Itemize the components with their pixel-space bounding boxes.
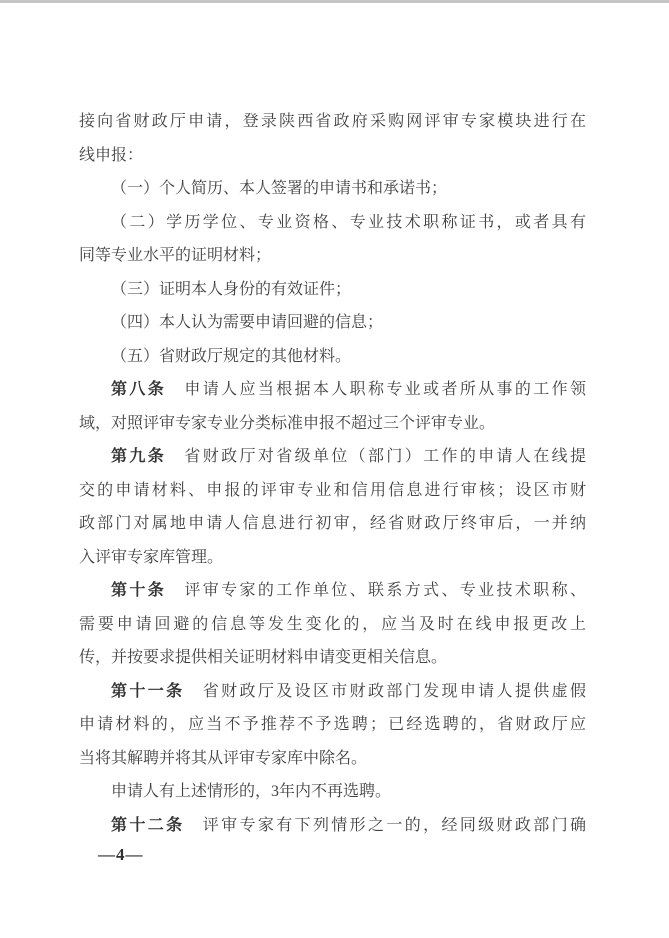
text-segment: （五）省财政厅规定的其他材料。 [111, 347, 352, 365]
document-body [79, 105, 586, 842]
article-number: 第十条 [111, 582, 167, 599]
text-segment: 同等专业水平的证明材料； [79, 247, 272, 264]
page-number: —4— [98, 845, 144, 864]
text-line [79, 407, 586, 441]
text-line [79, 239, 586, 273]
text-line [79, 340, 586, 374]
text-segment: 域，对照评审专家专业分类标准申报不超过三个评审专业。 [79, 414, 496, 432]
article-number: 第十二条 [111, 816, 185, 834]
text-line [79, 440, 586, 474]
text-line [79, 574, 586, 608]
text-line [79, 775, 586, 809]
text-line [79, 742, 586, 776]
text-segment: （一）个人简历、本人签署的申请书和承诺书； [111, 180, 448, 197]
text-line [79, 608, 586, 642]
text-segment: 需要申请回避的信息等发生变化的，应当及时在线申报更改上 [79, 615, 586, 633]
text-line [79, 206, 586, 240]
text-segment: 交的申请材料、申报的评审专业和信用信息进行审核；设区市财 [79, 481, 586, 499]
text-segment: 评审专家的工作单位、联系方式、专业技术职称、 [166, 582, 586, 599]
text-line [79, 507, 586, 541]
text-segment: （二）学历学位、专业资格、专业技术职称证书，或者具有 [111, 213, 586, 231]
text-line [79, 306, 586, 340]
article-number: 第八条 [111, 381, 167, 398]
text-segment: 传，并按要求提供相关证明材料申请变更相关信息。 [79, 649, 448, 666]
text-segment: 申请人应当根据本人职称专业或者所从事的工作领 [166, 381, 586, 398]
text-line [79, 139, 586, 173]
text-line [79, 809, 586, 843]
text-segment: 线申报： [79, 146, 144, 164]
text-line [79, 105, 586, 139]
text-segment: （三）证明本人身份的有效证件； [111, 280, 352, 298]
text-segment: 评审专家有下列情形之一的，经同级财政部门确 [184, 816, 586, 834]
text-segment: 省财政厅对省级单位（部门）工作的申请人在线提 [166, 448, 586, 465]
page-top-edge [0, 0, 669, 3]
text-line [79, 641, 586, 675]
text-line [79, 273, 586, 307]
article-number: 第十一条 [111, 682, 185, 700]
text-line [79, 675, 586, 709]
text-line [79, 541, 586, 575]
text-line [79, 172, 586, 206]
text-segment: 入评审专家库管理。 [79, 548, 224, 566]
article-number: 第九条 [111, 448, 167, 465]
text-segment: 省财政厅及设区市财政部门发现申请人提供虚假 [184, 682, 586, 700]
text-segment: 申请材料的，应当不予推荐不予选聘；已经选聘的，省财政厅应 [79, 716, 586, 733]
text-segment: 接向省财政厅申请，登录陕西省政府采购网评审专家模块进行在 [79, 113, 586, 130]
text-line [79, 373, 586, 407]
text-segment: 申请人有上述情形的，3年内不再选聘。 [111, 783, 392, 800]
text-segment: 当将其解聘并将其从评审专家库中除名。 [79, 749, 368, 767]
text-segment: 政部门对属地申请人信息进行初审，经省财政厅终审后，一并纳 [79, 515, 586, 532]
text-line [79, 708, 586, 742]
text-line [79, 474, 586, 508]
text-segment: （四）本人认为需要申请回避的信息； [111, 314, 384, 331]
